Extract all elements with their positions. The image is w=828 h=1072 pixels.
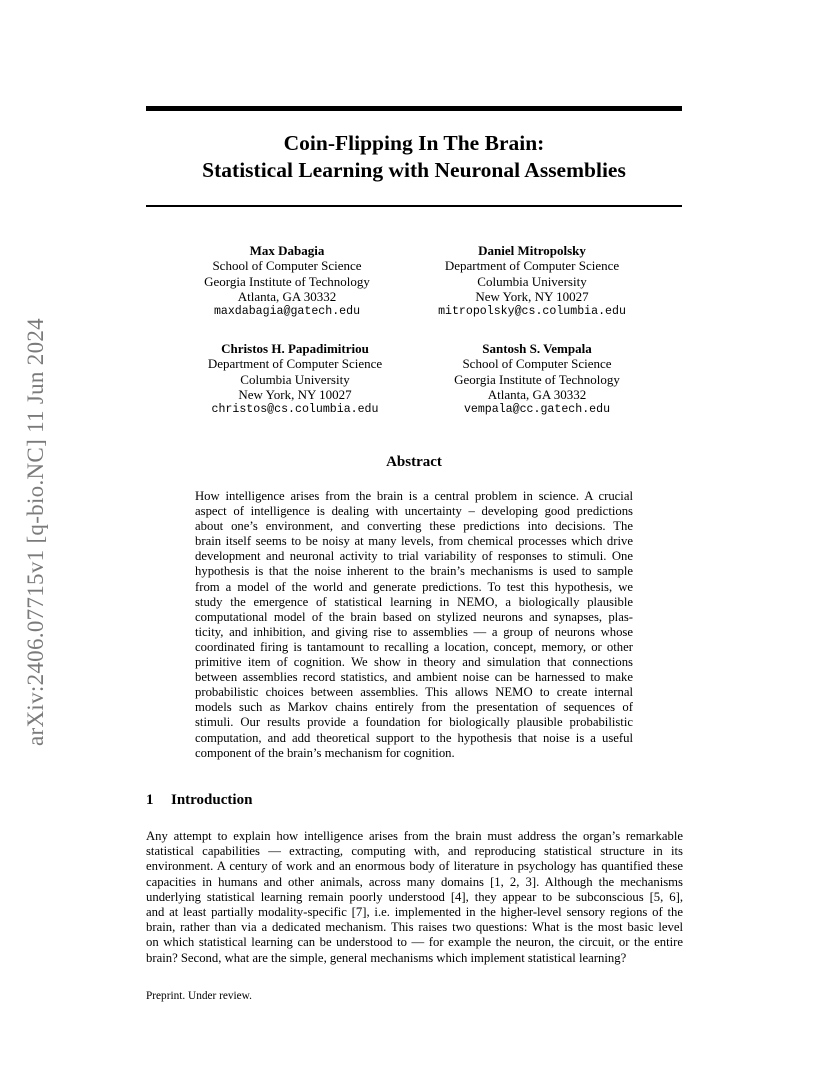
author-affiliation: School of Computer Science xyxy=(212,258,362,274)
abstract-line: aspect of intelligence is dealing with uncertainty – developing good predictions xyxy=(195,504,633,519)
author-address: Atlanta, GA 30332 xyxy=(487,386,587,402)
author-name: Christos H. Papadimitriou xyxy=(221,341,369,356)
title-line-1: Coin-Flipping In The Brain: xyxy=(283,131,545,155)
author-email: mitropolsky@cs.columbia.edu xyxy=(438,305,626,319)
author-email: vempala@cc.gatech.edu xyxy=(463,403,611,417)
abstract-line: How intelligence arises from the brain is a central problem in science. A crucial xyxy=(195,489,633,503)
author-affiliation: Columbia University xyxy=(477,273,587,289)
author-block xyxy=(167,243,407,319)
title-line-2: Statistical Learning with Neuronal Assemblies xyxy=(202,158,626,182)
body-line: and at least partially modality-specific [7], i.e. implemented in the higher-level sensory regions of the xyxy=(146,905,683,920)
abstract-line: hypothesis is that the noise inherent to the brain’s mechanisms is used to sample xyxy=(195,564,633,579)
author-affiliation: Department of Computer Science xyxy=(207,356,383,372)
author-email: maxdabagia@gatech.edu xyxy=(213,305,361,319)
abstract-line: coordinated firing is tantamount to recalling a location, concept, memory, or other xyxy=(195,639,633,654)
abstract-line: probabilistic choices between assemblies. This allows NEMO to create internal xyxy=(195,685,633,700)
title-bottom-rule xyxy=(146,205,682,207)
body-line: capacities in humans and other animals, across many domains [1, 2, 3]. Although the mechanisms xyxy=(146,874,683,889)
author-email: christos@cs.columbia.edu xyxy=(211,403,379,417)
abstract-line: computation, and add theoretical support to the hypothesis that noise is a useful xyxy=(195,730,633,745)
abstract-line: models such as Markov chains entirely from the presentation of sequences of xyxy=(195,700,633,715)
section-heading xyxy=(146,792,682,809)
section-title: Introduction xyxy=(171,792,253,808)
abstract-line: between assemblies record statistics, and ambient noise can be harnessed to make xyxy=(195,670,633,685)
body-line: on which statistical learning can be understood to — for example the neuron, the circuit, or the entire xyxy=(146,935,683,950)
author-block xyxy=(175,341,415,417)
body-line: brain, rather than via a dedicated mechanism. This raises two questions: What is the most basic level xyxy=(146,920,683,935)
author-name: Max Dabagia xyxy=(249,243,325,258)
footer-note: Preprint. Under review. xyxy=(146,990,252,1002)
body-line: Any attempt to explain how intelligence arises from the brain must address the organ’s remarkable xyxy=(146,829,683,843)
abstract-line: from a model of the world and generate predictions. To test this hypothesis, we xyxy=(195,579,633,594)
abstract-line: brain itself seems to be noisy at many levels, from chemical processes which drive xyxy=(195,534,633,549)
abstract-line: component of the brain’s mechanism for cognition. xyxy=(195,745,455,760)
author-name: Daniel Mitropolsky xyxy=(478,243,586,258)
abstract-line: ticity, and inhibition, and giving rise to assemblies — a group of neurons whose xyxy=(195,624,633,639)
abstract-body xyxy=(195,489,633,761)
title-top-rule xyxy=(146,106,682,111)
author-affiliation: Georgia Institute of Technology xyxy=(454,371,620,387)
abstract-line: stimuli. Our results provide a foundation for biologically plausible probabilistic xyxy=(195,715,633,730)
abstract-line: primitive item of cognition. We show in theory and simulation that connections xyxy=(195,655,633,670)
author-name: Santosh S. Vempala xyxy=(482,341,592,356)
author-address: Atlanta, GA 30332 xyxy=(237,288,337,304)
abstract-line: about one’s environment, and converting these predictions into decisions. The xyxy=(195,519,633,534)
body-line: environment. A century of work and an enormous body of literature in psychology has quantified these xyxy=(146,859,683,874)
author-affiliation: Columbia University xyxy=(240,371,350,387)
abstract-line: study the emergence of statistical learning in NEMO, a biologically plausible xyxy=(195,594,633,609)
author-affiliation: Department of Computer Science xyxy=(444,258,620,274)
author-address: New York, NY 10027 xyxy=(238,386,352,402)
author-affiliation: Georgia Institute of Technology xyxy=(204,273,370,289)
author-block xyxy=(412,243,652,319)
body-line: underlying statistical learning remain poorly understood [4], they appear to be subconscious [5, 6], xyxy=(146,889,683,904)
arxiv-identifier-stamp: arXiv:2406.07715v1 [q-bio.NC] 11 Jun 2024 xyxy=(23,318,48,746)
paper-title xyxy=(146,130,682,184)
body-line: statistical capabilities — extracting, computing with, and reproducing statistical structure in its xyxy=(146,844,683,859)
author-address: New York, NY 10027 xyxy=(475,288,589,304)
abstract-heading: Abstract xyxy=(386,454,442,470)
abstract-line: computational model of the brain based on stylized neurons and synapses, plas- xyxy=(195,609,633,624)
author-affiliation: School of Computer Science xyxy=(462,356,612,372)
section-body xyxy=(146,829,683,966)
abstract-line: development and neuronal activity to trial variability of responses to stimuli. One xyxy=(195,549,633,564)
section-number: 1 xyxy=(146,792,154,808)
author-block xyxy=(417,341,657,417)
body-line: brain? Second, what are the simple, general mechanisms which implement statistical learning? xyxy=(146,950,627,965)
